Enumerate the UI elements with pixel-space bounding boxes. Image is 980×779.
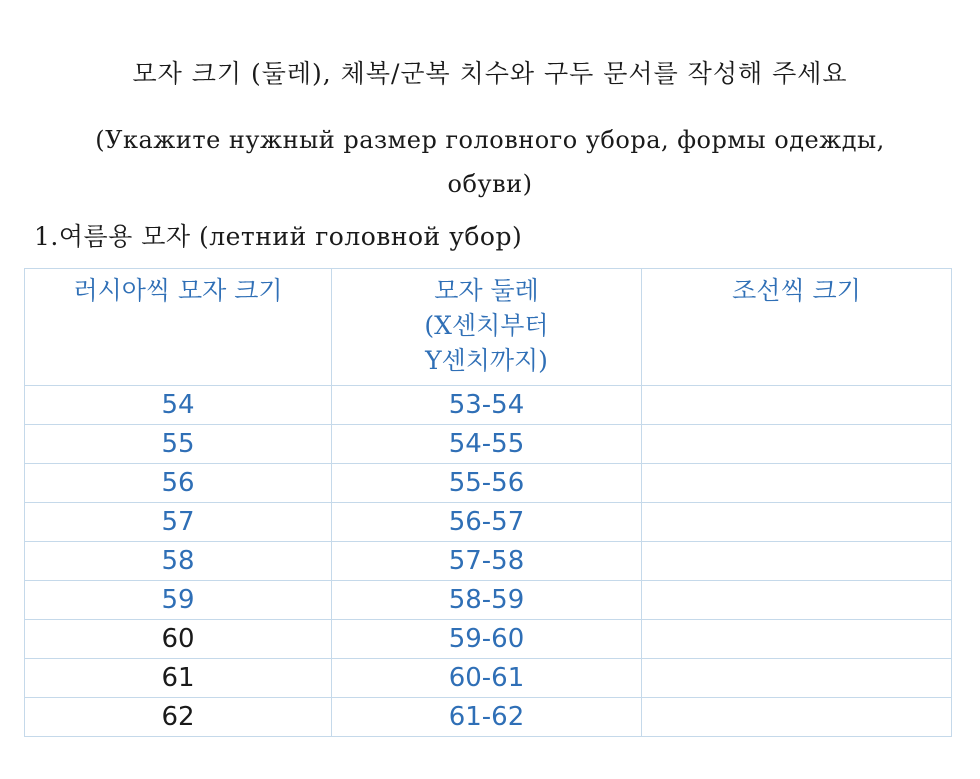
circumference-cell: 59-60: [332, 620, 642, 659]
table-row: [25, 659, 952, 698]
russian-size-cell: 59: [25, 581, 332, 620]
russian-size-cell: 60: [25, 620, 332, 659]
table-row: [25, 464, 952, 503]
korean-size-cell[interactable]: [642, 542, 952, 581]
header-russian-size-label: 러시아씩 모자 크기: [73, 276, 283, 305]
size-table: [24, 268, 952, 737]
russian-size-cell: 62: [25, 698, 332, 737]
header-circumference-label: 모자 둘레: [434, 276, 539, 305]
korean-size-cell[interactable]: [642, 620, 952, 659]
korean-size-cell[interactable]: [642, 386, 952, 425]
table-row: [25, 503, 952, 542]
header-circumference-to: Y센치까지): [425, 346, 548, 375]
korean-size-cell[interactable]: [642, 659, 952, 698]
korean-size-cell[interactable]: [642, 698, 952, 737]
section-heading: 1.여름용 모자 (летний головной убор): [34, 222, 523, 251]
page-title-russian: [40, 118, 940, 206]
header-circumference: [332, 269, 642, 386]
circumference-cell: 56-57: [332, 503, 642, 542]
table-row: [25, 425, 952, 464]
page-title-korean: 모자 크기 (둘레), 체복/군복 치수와 구두 문서를 작성해 주세요: [132, 59, 848, 88]
table-row: [25, 698, 952, 737]
header-korean-size: [642, 269, 952, 386]
header-korean-size-label: 조선씩 크기: [732, 276, 861, 305]
korean-size-cell[interactable]: [642, 425, 952, 464]
circumference-cell: 57-58: [332, 542, 642, 581]
russian-size-cell: 57: [25, 503, 332, 542]
title-ru-line-2: обуви): [447, 170, 533, 198]
circumference-cell: 61-62: [332, 698, 642, 737]
table-row: [25, 386, 952, 425]
korean-size-cell[interactable]: [642, 503, 952, 542]
circumference-cell: 60-61: [332, 659, 642, 698]
russian-size-cell: 56: [25, 464, 332, 503]
korean-size-cell[interactable]: [642, 464, 952, 503]
circumference-cell: 53-54: [332, 386, 642, 425]
circumference-cell: 54-55: [332, 425, 642, 464]
russian-size-cell: 58: [25, 542, 332, 581]
circumference-cell: 58-59: [332, 581, 642, 620]
header-circumference-from: (X센치부터: [424, 311, 549, 340]
korean-size-cell[interactable]: [642, 581, 952, 620]
russian-size-cell: 54: [25, 386, 332, 425]
table-row: [25, 542, 952, 581]
russian-size-cell: 61: [25, 659, 332, 698]
table-header-row: [25, 269, 952, 386]
header-russian-size: [25, 269, 332, 386]
russian-size-cell: 55: [25, 425, 332, 464]
circumference-cell: 55-56: [332, 464, 642, 503]
table-row: [25, 620, 952, 659]
table-row: [25, 581, 952, 620]
title-ru-line-1: (Укажите нужный размер головного убора, формы одежды,: [95, 126, 885, 154]
